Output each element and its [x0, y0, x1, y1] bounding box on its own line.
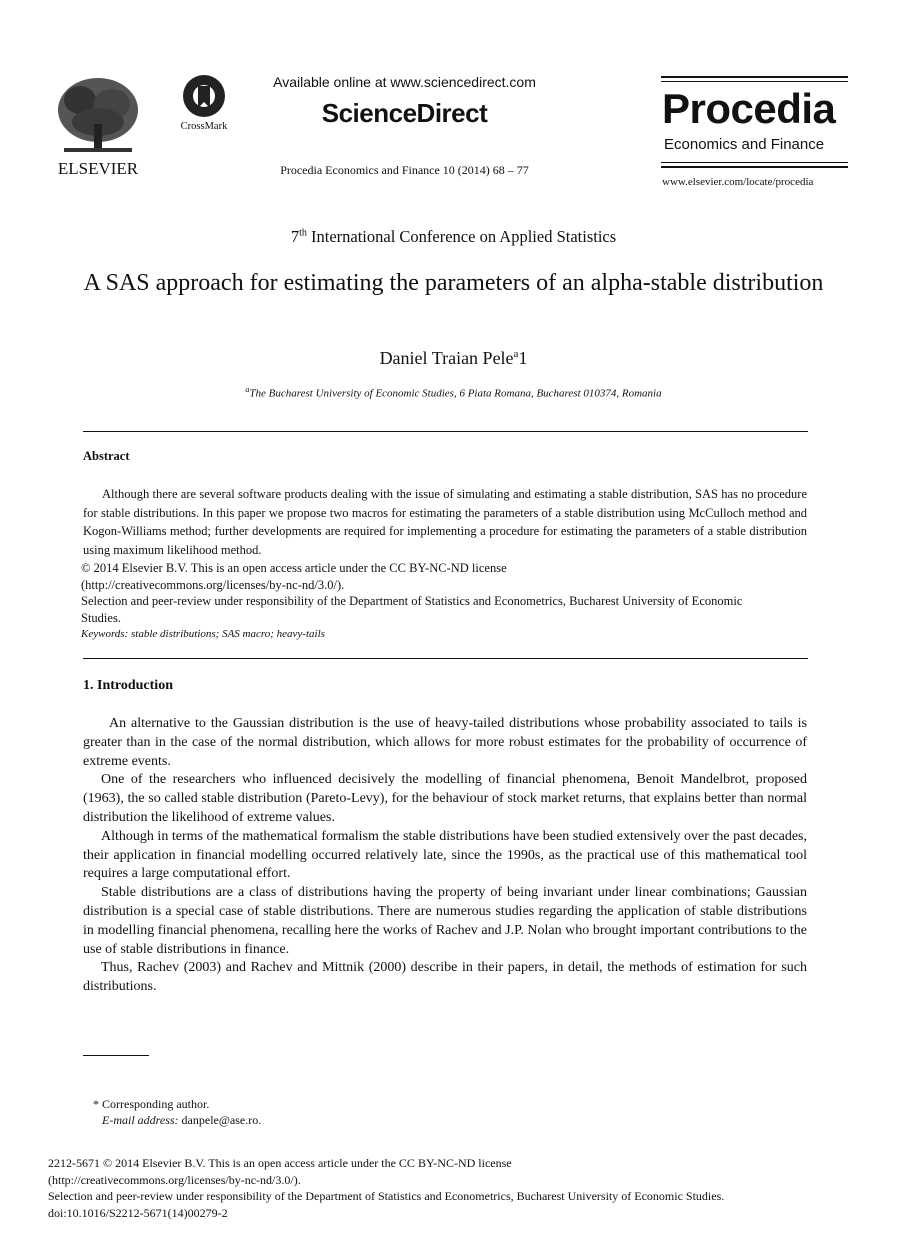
footer-issn-license: 2212-5671 © 2014 Elsevier B.V. This is an open access article under the CC BY-NC-ND license [48, 1156, 512, 1170]
section-heading-introduction: 1. Introduction [83, 678, 173, 693]
procedia-rule [661, 162, 848, 163]
copyright-line: © 2014 Elsevier B.V. This is an open access article under the CC BY-NC-ND license [81, 561, 507, 575]
author-line [0, 348, 907, 369]
paragraph: One of the researchers who influenced decisively the modelling of financial phenomena, Benoit Mandelbrot, proposed (1963), the so called stable distribution (Pareto-Levy), for the behaviour of stock market returns, that explains better than normal distribution the likelihood of extreme values. [83, 772, 807, 825]
footer-doi[interactable]: doi:10.1016/S2212-5671(14)00279-2 [48, 1205, 228, 1220]
footnote-email [102, 1113, 261, 1128]
footnote-rule [83, 1055, 149, 1056]
procedia-logo-name: Procedia [662, 85, 836, 132]
procedia-logo-subtitle: Economics and Finance [664, 136, 825, 153]
crossmark-label: CrossMark [180, 121, 228, 132]
elsevier-label: ELSEVIER [57, 159, 139, 178]
available-online-text: Available online at www.sciencedirect.com [273, 74, 536, 90]
keywords: Keywords: stable distributions; SAS macro; heavy-tails [81, 628, 325, 640]
journal-reference: Procedia Economics and Finance 10 (2014) 68 – 77 [280, 163, 529, 177]
conference-ordinal: th [299, 227, 307, 239]
conference-title: International Conference on Applied Statistics [306, 227, 617, 246]
elsevier-tree-icon [50, 74, 146, 178]
procedia-rule [661, 76, 848, 78]
section-rule [83, 658, 808, 659]
paragraph: An alternative to the Gaussian distribution is the use of heavy-tailed distributions whose probability associated to tails is greater than in the case of the normal distribution, which allows for more robust estimates for the probability of occurrence of extreme events. [83, 716, 807, 769]
elsevier-logo [50, 74, 146, 178]
crossmark-logo[interactable] [176, 74, 234, 134]
affiliation-line [0, 385, 907, 400]
page-footer [48, 1155, 848, 1221]
abstract-heading: Abstract [83, 449, 130, 463]
conference-name [0, 227, 907, 247]
paragraph: Thus, Rachev (2003) and Rachev and Mittnik (2000) describe in their papers, in detail, the methods of estimation for such distributions. [83, 960, 807, 995]
procedia-rule [661, 81, 848, 82]
paper-title: A SAS approach for estimating the parameters of an alpha-stable distribution [83, 270, 824, 296]
footer-license-link[interactable]: (http://creativecommons.org/licenses/by-nc-nd/3.0/). [48, 1172, 301, 1187]
abstract-copyright [81, 560, 805, 593]
crossmark-icon [176, 74, 234, 134]
introduction-body [83, 715, 807, 997]
conference-number: 7 [290, 227, 300, 246]
author-footnote-mark: 1 [518, 348, 528, 368]
abstract-selection: Selection and peer-review under responsibility of the Department of Statistics and Econometrics, Bucharest University of Economic Studies. [81, 594, 743, 625]
footer-selection: Selection and peer-review under responsibility of the Department of Statistics and Econometrics, Bucharest University of Economic Studies. [48, 1189, 725, 1203]
email-address[interactable]: danpele@ase.ro. [178, 1113, 262, 1127]
abstract-text: Although there are several software products dealing with the issue of simulating and estimating a stable distribution, SAS has no procedure for stable distributions. In this paper we propose two macros for estimating the parameters of a stable distribution using McCulloch method and Kogon-Williams method; further developments are required for implementing a procedure for estimating the parameters of a stable distribution using maximum likelihood method. [83, 487, 807, 557]
sciencedirect-logo[interactable]: ScienceDirect [321, 98, 488, 128]
affiliation-mark: a [245, 385, 250, 394]
paragraph: Although in terms of the mathematical formalism the stable distributions have been studied extensively over the past decades, their application in financial modelling occurred relatively late, since the 1990s, as the practical use of this mathematical tool requires a large computational effort. [83, 828, 807, 882]
license-link[interactable]: (http://creativecommons.org/licenses/by-nc-nd/3.0/). [81, 577, 345, 592]
author-affiliation-mark: a [513, 348, 519, 360]
section-rule [83, 431, 808, 432]
author-name: Daniel Traian Pele [379, 348, 514, 368]
paragraph: Stable distributions are a class of distributions having the property of being invariant under linear combinations; Gaussian distribution is a special case of stable distributions. There are numerous studies regarding the application of stable distributions in modelling financial phenomena, recalling here the works of Rachev and J.P. Nolan who brought important contributions to the use of stable distributions in finance. [83, 885, 807, 957]
procedia-rule [661, 166, 848, 168]
procedia-url-link[interactable]: www.elsevier.com/locate/procedia [662, 176, 814, 188]
affiliation-text: The Bucharest University of Economic Studies, 6 Piata Romana, Bucharest 010374, Romania [249, 387, 662, 400]
email-label: E-mail address: [102, 1113, 179, 1127]
footnote-corresponding-author: * Corresponding author. [93, 1097, 210, 1111]
